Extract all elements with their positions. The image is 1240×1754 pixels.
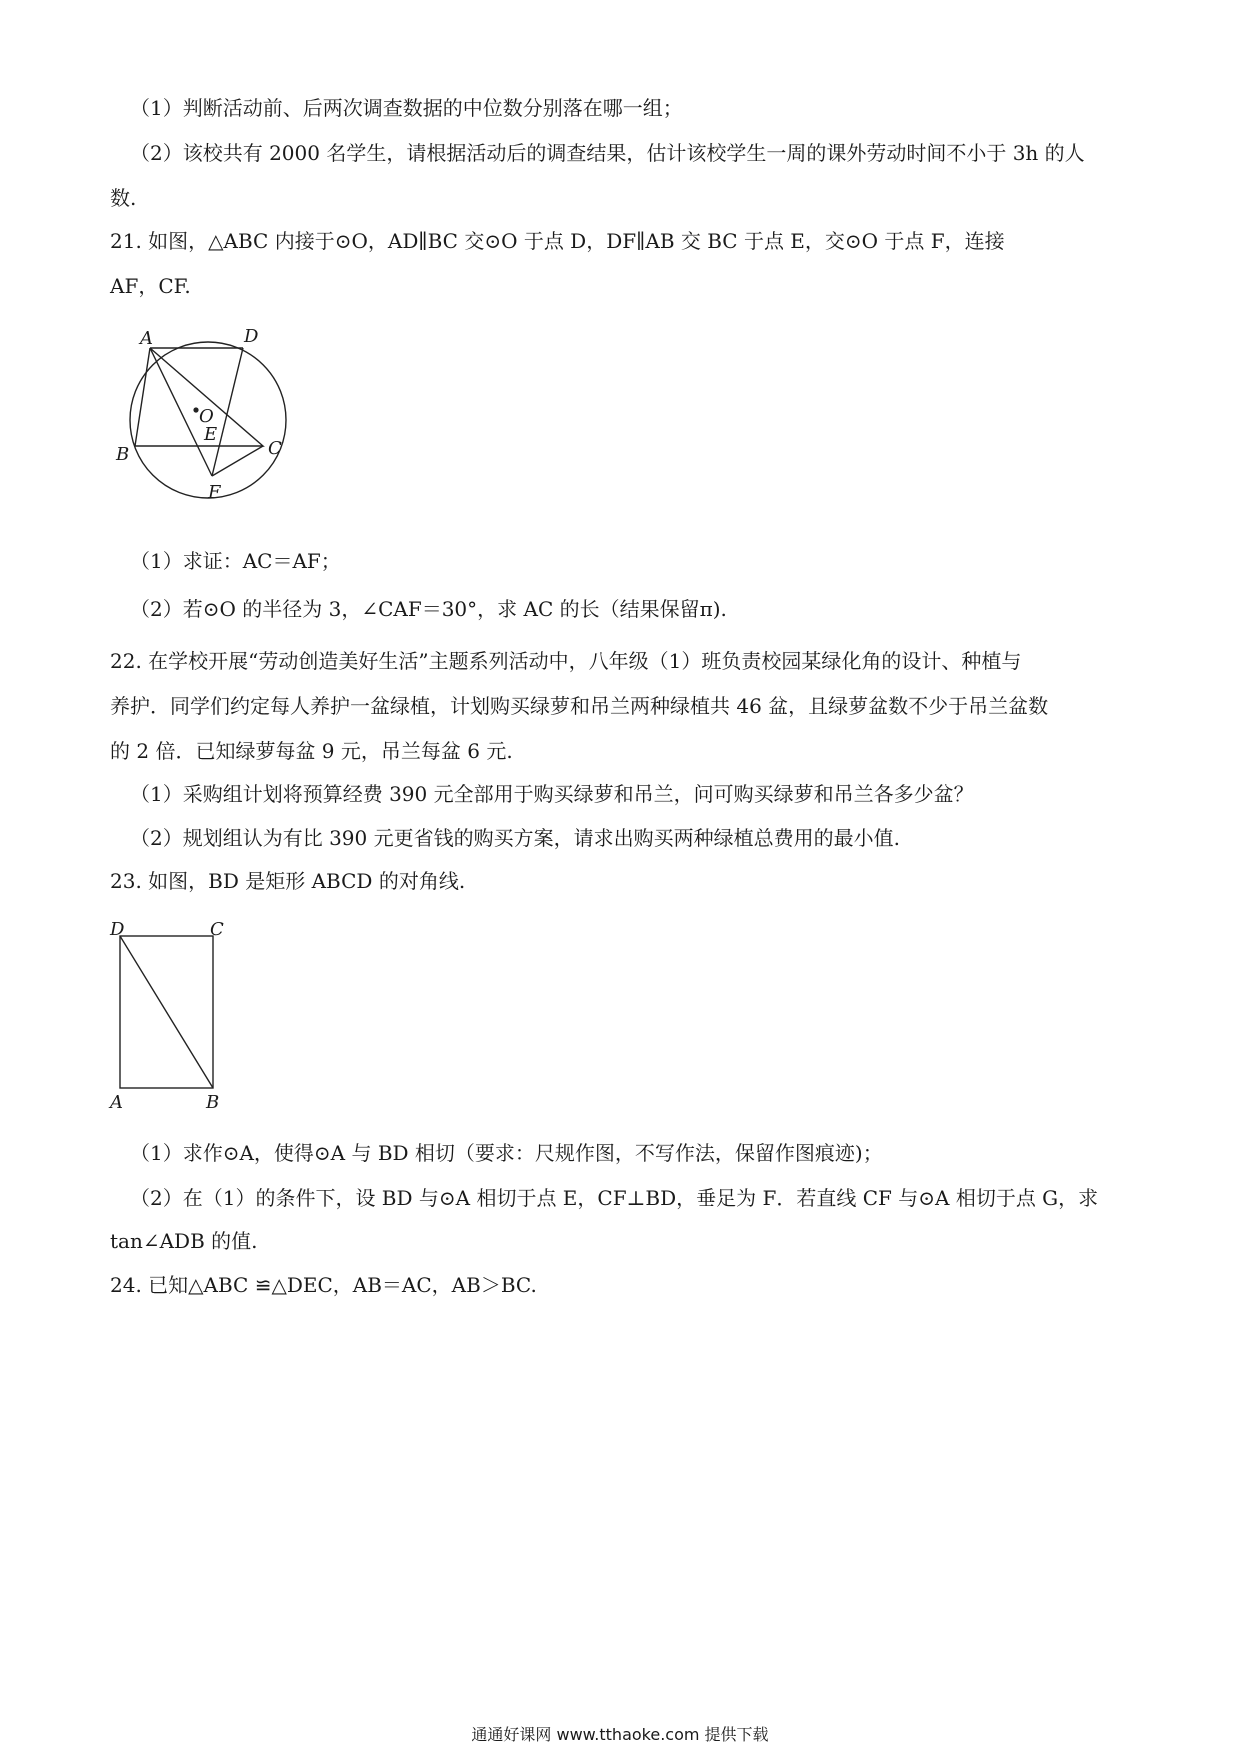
q22-part1: （1）采购组计划将预算经费 390 元全部用于购买绿萝和吊兰，问可购买绿萝和吊兰各多少盆？ [130,782,974,806]
rectangle-diagram [108,918,238,1114]
label-b: B [116,444,130,465]
label-b: B [206,1092,220,1113]
q23-stem: 23. 如图，BD 是矩形 ABCD 的对角线. [110,869,466,893]
q23-part2-line2: tan∠ADB 的值. [110,1229,258,1253]
q20-part2-line2: 数. [110,186,137,210]
q21-figure [108,322,308,512]
q23-figure [108,918,238,1114]
label-a: A [110,1092,123,1113]
q20-part1: （1）判断活动前、后两次调查数据的中位数分别落在哪一组； [130,96,683,120]
label-e: E [204,424,218,445]
circle-triangle-diagram [108,322,308,512]
q22-stem-line3: 的 2 倍．已知绿萝每盆 9 元，吊兰每盆 6 元. [110,739,513,763]
page-footer: 通通好课网 www.tthaoke.com 提供下载 [471,1725,769,1744]
q23-part1: （1）求作⊙A，使得⊙A 与 BD 相切（要求：尺规作图，不写作法，保留作图痕迹)； [130,1141,883,1165]
q22-part2: （2）规划组认为有比 390 元更省钱的购买方案，请求出购买两种绿植总费用的最小值. [130,826,900,850]
q22-stem-line2: 养护．同学们约定每人养护一盆绿植，计划购买绿萝和吊兰两种绿植共 46 盆，且绿萝盆数不少于吊兰盆数 [110,694,1049,718]
q21-part1: （1）求证：AC＝AF； [130,549,341,573]
segment-df [212,348,243,476]
q23-part2-line1: （2）在（1）的条件下，设 BD 与⊙A 相切于点 E，CF⊥BD，垂足为 F．若直线 CF 与⊙A 相切于点 G，求 [130,1186,1099,1210]
label-f: F [208,482,221,503]
center-point-o [193,407,198,412]
label-a: A [140,328,153,349]
q22-stem-line1: 22. 在学校开展“劳动创造美好生活”主题系列活动中，八年级（1）班负责校园某绿化角的设计、种植与 [110,649,1022,673]
q21-part2: （2）若⊙O 的半径为 3，∠CAF＝30°，求 AC 的长（结果保留π). [130,597,727,621]
q21-stem-line1: 21. 如图，△ABC 内接于⊙O，AD∥BC 交⊙O 于点 D，DF∥AB 交 BC 于点 E，交⊙O 于点 F，连接 [110,229,1005,253]
q20-part2-line1: （2）该校共有 2000 名学生，请根据活动后的调查结果，估计该校学生一周的课外劳动时间不小于 3h 的人 [130,141,1085,165]
label-o: O [199,406,214,427]
segment-cf [212,446,263,476]
q21-stem-line2: AF，CF. [110,274,191,298]
q24-stem: 24. 已知△ABC ≌△DEC，AB＝AC，AB＞BC. [110,1273,537,1297]
label-d: D [244,326,259,347]
diagonal-bd [120,936,213,1088]
label-c: C [268,438,282,459]
label-c: C [210,919,224,940]
label-d: D [110,919,125,940]
